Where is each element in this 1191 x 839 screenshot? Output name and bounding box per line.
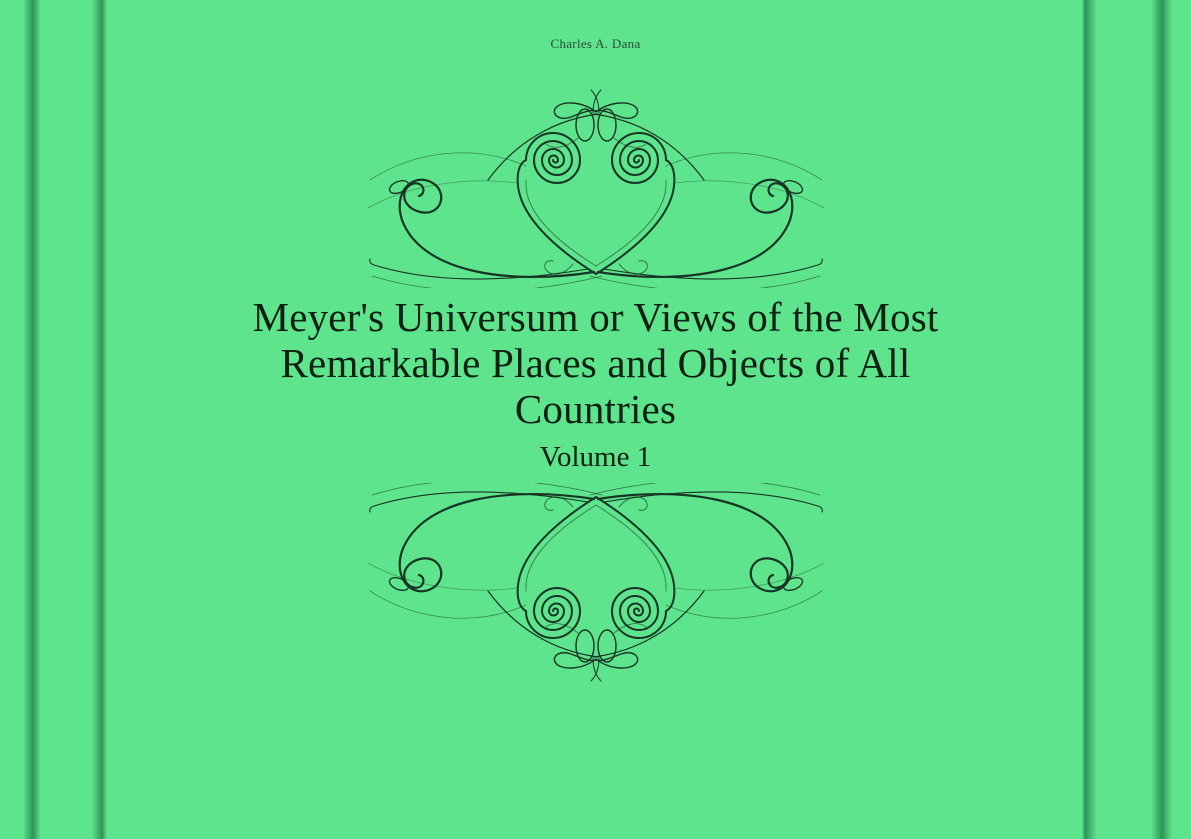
book-title-line-2: Remarkable Places and Objects of All [280,340,911,386]
flourish-ornament-top-icon [366,88,826,288]
cover-content [107,0,1084,839]
volume-label: Volume 1 [539,441,652,473]
flourish-ornament-bottom-icon [366,483,826,683]
book-title [166,294,1026,432]
author-name: Charles A. Dana [550,36,641,51]
book-title-line-3: Countries [514,386,677,432]
book-title-line-1: Meyer's Universum or Views of the Most [252,294,939,340]
